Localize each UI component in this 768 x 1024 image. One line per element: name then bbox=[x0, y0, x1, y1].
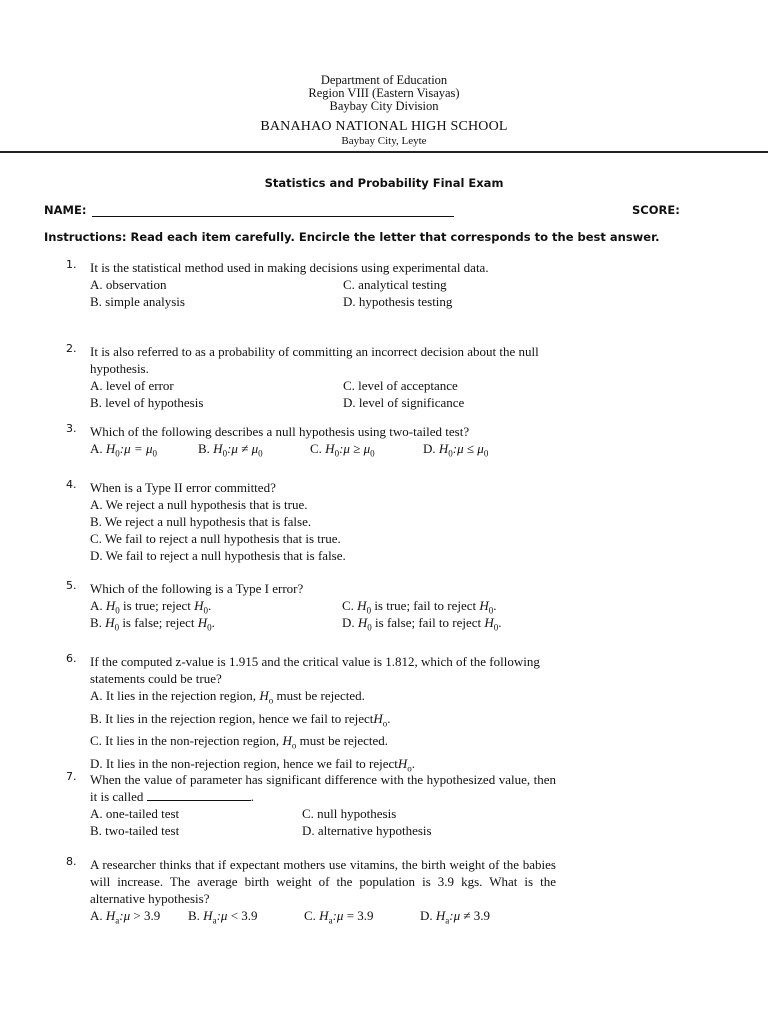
choice-d[interactable]: D. $H_a:\mu \ne 3.9$ bbox=[420, 908, 491, 926]
choice-b[interactable]: B. simple analysis bbox=[90, 294, 185, 309]
name-score-row bbox=[44, 203, 680, 217]
answer-blank[interactable] bbox=[147, 789, 251, 801]
choice-a[interactable]: A. level of error bbox=[90, 378, 174, 393]
choice-row bbox=[90, 805, 556, 822]
question-text: Which of the following describes a null hypothesis using two-tailed test? bbox=[90, 424, 470, 439]
choice-b[interactable]: B. level of hypothesis bbox=[90, 395, 204, 410]
question-number: 5. bbox=[66, 579, 77, 592]
question-text: Which of the following is a Type I error? bbox=[90, 581, 304, 596]
choice-c[interactable]: C. analytical testing bbox=[343, 277, 447, 292]
choice-row bbox=[90, 440, 566, 457]
question-8 bbox=[66, 856, 556, 924]
header-divider bbox=[0, 151, 768, 153]
choice-a[interactable]: A. one-tailed test bbox=[90, 806, 180, 821]
question-number: 4. bbox=[66, 478, 77, 491]
question-4 bbox=[66, 479, 546, 564]
choice-a[interactable]: A. $H_a:\mu > 3.9$ bbox=[90, 908, 161, 926]
choice-d[interactable]: D. hypothesis testing bbox=[343, 294, 453, 309]
choice-row bbox=[90, 907, 556, 924]
choice-row bbox=[90, 394, 546, 411]
question-text: It is the statistical method used in making decisions using experimental data. bbox=[90, 260, 489, 275]
choice-row bbox=[90, 822, 556, 839]
question-1 bbox=[66, 259, 546, 310]
choice-row bbox=[90, 276, 546, 293]
choice-row bbox=[90, 597, 546, 614]
school-city: Baybay City, Leyte bbox=[341, 135, 427, 147]
choice-c[interactable]: C. level of acceptance bbox=[343, 378, 458, 393]
question-3 bbox=[66, 423, 566, 457]
school-name: BANAHAO NATIONAL HIGH SCHOOL bbox=[260, 119, 508, 134]
exam-title: Statistics and Probability Final Exam bbox=[264, 176, 504, 190]
question-number: 8. bbox=[66, 855, 77, 868]
choice-b[interactable]: B. $H_a:\mu < 3.9$ bbox=[188, 908, 258, 926]
question-number: 6. bbox=[66, 652, 77, 665]
instructions: Instructions: Read each item carefully. Encircle the letter that corresponds to the best answer. bbox=[44, 230, 660, 244]
choice-row bbox=[90, 293, 546, 310]
choice-d[interactable]: D. $H_0$ is false; fail to reject $H_0$. bbox=[342, 615, 502, 633]
question-number: 2. bbox=[66, 342, 77, 355]
choice-c[interactable]: C. It lies in the non-rejection region, $H_o$ must be rejected. bbox=[90, 733, 389, 751]
question-number: 1. bbox=[66, 258, 77, 271]
choice-c[interactable]: C. null hypothesis bbox=[302, 806, 397, 821]
choice-d[interactable]: D. level of significance bbox=[343, 395, 465, 410]
question-text: When is a Type II error committed? bbox=[90, 480, 276, 495]
choice-c[interactable]: C. $H_a:\mu = 3.9$ bbox=[304, 908, 374, 926]
choice-d[interactable]: D. We fail to reject a null hypothesis that is false. bbox=[90, 548, 346, 563]
question-text: It is also referred to as a probability of committing an incorrect decision about the null hypothesis. bbox=[90, 344, 539, 376]
choice-b[interactable]: B. $H_0:\mu \ne \mu_0$ bbox=[198, 441, 263, 459]
choice-a[interactable]: A. It lies in the rejection region, $H_o$ must be rejected. bbox=[90, 688, 365, 706]
choice-d[interactable]: D. alternative hypothesis bbox=[302, 823, 432, 838]
name-blank-line[interactable] bbox=[92, 216, 454, 217]
choice-a[interactable]: A. $H_0:\mu = \mu_0$ bbox=[90, 441, 157, 459]
choice-d[interactable]: D. $H_0:\mu \le \mu_0$ bbox=[423, 441, 489, 459]
document-header bbox=[0, 74, 768, 147]
choice-b[interactable]: B. two-tailed test bbox=[90, 823, 180, 838]
name-label: NAME: bbox=[44, 203, 87, 217]
department-line: Department of Education bbox=[320, 73, 448, 87]
choice-c[interactable]: C. $H_0:\mu \ge \mu_0$ bbox=[310, 441, 375, 459]
choice-a[interactable]: A. We reject a null hypothesis that is true. bbox=[90, 497, 308, 512]
question-7 bbox=[66, 771, 556, 839]
question-2 bbox=[66, 343, 546, 411]
choice-b[interactable]: B. We reject a null hypothesis that is false. bbox=[90, 514, 312, 529]
question-text: When the value of parameter has significant difference with the hypothesized value, then it is called . bbox=[90, 772, 556, 804]
region-line: Region VIII (Eastern Visayas) bbox=[308, 86, 460, 100]
question-number: 7. bbox=[66, 770, 77, 783]
question-text: If the computed z-value is 1.915 and the critical value is 1.812, which of the following statements could be true? bbox=[90, 654, 540, 686]
choice-c[interactable]: C. We fail to reject a null hypothesis that is true. bbox=[90, 531, 341, 546]
question-5 bbox=[66, 580, 546, 631]
choice-b[interactable]: B. $H_0$ is false; reject $H_0$. bbox=[90, 615, 215, 633]
choice-c[interactable]: C. $H_0$ is true; fail to reject $H_0$. bbox=[342, 598, 497, 616]
score-label: SCORE: bbox=[632, 203, 680, 217]
division-line: Baybay City Division bbox=[329, 99, 439, 113]
question-text: A researcher thinks that if expectant mothers use vitamins, the birth weight of the babies will increase. The average birth weight of the population is 3.9 kgs. What is the alternative hypothesis? bbox=[90, 857, 556, 906]
choice-a[interactable]: A. $H_0$ is true; reject $H_0$. bbox=[90, 598, 212, 616]
question-number: 3. bbox=[66, 422, 77, 435]
choice-a[interactable]: A. observation bbox=[90, 277, 167, 292]
choice-row bbox=[90, 614, 546, 631]
choice-b[interactable]: B. It lies in the rejection region, hence we fail to rejectH$_o$. bbox=[90, 710, 391, 729]
choice-row bbox=[90, 377, 546, 394]
question-6 bbox=[66, 653, 556, 777]
choice-d[interactable]: D. It lies in the non-rejection region, hence we fail to rejectH$_o$. bbox=[90, 755, 416, 774]
